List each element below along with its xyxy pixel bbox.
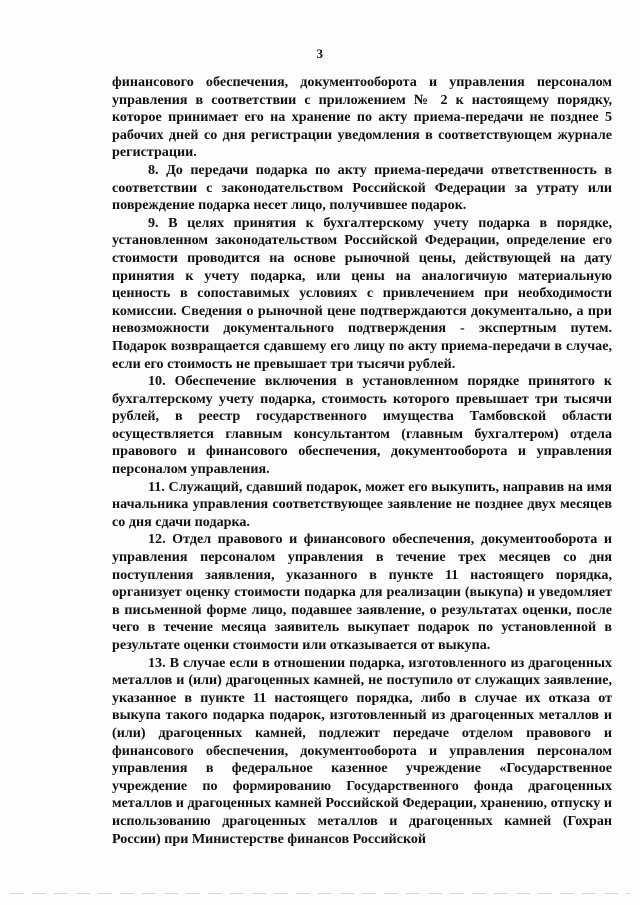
paragraph-9: 9. В целях принятия к бухгалтерскому учету подарка в порядке, установленном законодательством Российской Федерации, определение его стоимости проводится на основе рыночной цены, действующей на дату принятия к учету подарка, или цены на аналогичную материальную ценность в сопоставимых условиях с привлечением при необходимости комиссии. Сведения о рыночной цене подтверждаются документально, а при невозможности документального подтверждения - экспертным путем. Подарок возвращается сдавшему его лицу по акту приема-передачи в случае, если его стоимость не превышает три тысячи рублей. <box>112 214 612 372</box>
paragraph-12: 12. Отдел правового и финансового обеспечения, документооборота и управления персоналом управления в течение трех месяцев со дня поступления заявления, указанного в пункте 11 настоящего порядка, организует оценку стоимости подарка для реализации (выкупа) и уведомляет в письменной форме лицо, подавшее заявление, о результатах оценки, после чего в течение месяца заявитель выкупает подарок по установленной в результате оценки стоимости или отказывается от выкупа. <box>112 531 612 653</box>
paragraph-11: 11. Служащий, сдавший подарок, может его выкупить, направив на имя начальника управления соответствующее заявление не позднее двух месяцев со дня сдачи подарка. <box>112 478 612 530</box>
paragraph-7-continuation: финансового обеспечения, документооборота и управления персоналом управления в соответствии с приложением № 2 к настоящему порядку, которое принимает его на хранение по акту приема-передачи не позднее 5 рабочих дней со дня регистрации уведомления в соответствующем журнале регистрации. <box>112 74 612 161</box>
scan-edge-artifact <box>10 893 630 894</box>
paragraph-10: 10. Обеспечение включения в установленном порядке принятого к бухгалтерскому учету подарка, стоимость которого превышает три тысячи рублей, в реестр государственного имущества Тамбовской области осуществляется главным консультантом (главным бухгалтером) отдела правового и финансового обеспечения, документооборота и управления персоналом управления. <box>112 373 612 478</box>
document-body <box>112 74 612 848</box>
page-number: 3 <box>316 46 324 61</box>
paragraph-13: 13. В случае если в отношении подарка, изготовленного из драгоценных металлов и (или) драгоценных камней, не поступило от служащих заявление, указанное в пункте 11 настоящего порядка, либо в случае их отказа от выкупа такого подарка подарок, изготовленный из драгоценных металлов и (или) драгоценных камней, подлежит передаче отделом правового и финансового обеспечения, документооборота и управления персоналом управления в федеральное казенное учреждение «Государственное учреждение по формированию Государственного фонда драгоценных металлов и драгоценных камней Российской Федерации, хранению, отпуску и использованию драгоценных металлов и драгоценных камней (Гохран России) при Министерстве финансов Российской <box>112 654 612 847</box>
paragraph-8: 8. До передачи подарка по акту приема-передачи ответственность в соответствии с законодательством Российской Федерации за утрату или повреждение подарка несет лицо, получившее подарок. <box>112 161 612 214</box>
